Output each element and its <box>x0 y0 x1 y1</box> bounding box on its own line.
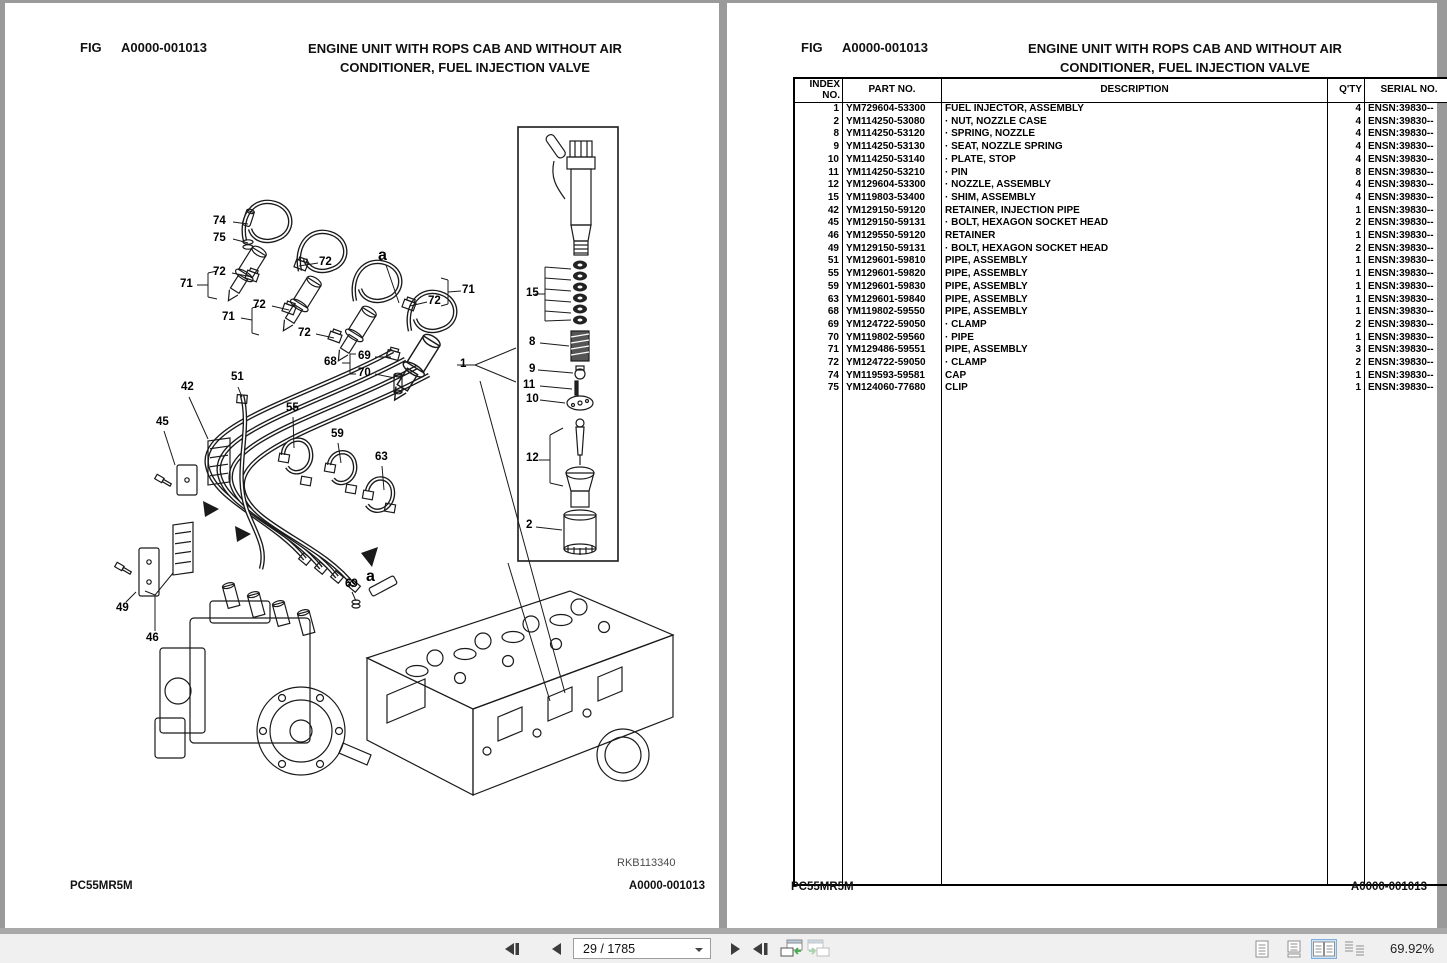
previous-view-button[interactable] <box>779 940 805 957</box>
table-row: 71 YM129486-59551 PIPE, ASSEMBLY 3 ENSN:39830-- <box>794 344 1447 357</box>
table-row: 15 YM119803-53400 · SHIM, ASSEMBLY 4 ENSN:39830-- <box>794 192 1447 205</box>
facing-pages-view-button[interactable] <box>1311 939 1337 959</box>
table-row: 74 YM119593-59581 CAP 1 ENSN:39830-- <box>794 370 1447 383</box>
fig-number: A0000-001013 <box>842 40 929 55</box>
col-header-qty: Q'TY <box>1328 78 1365 103</box>
previous-page-button[interactable] <box>546 940 568 957</box>
table-row: 69 YM124722-59050 · CLAMP 2 ENSN:39830-- <box>794 319 1447 332</box>
table-row: 10 YM114250-53140 · PLATE, STOP 4 ENSN:39830-- <box>794 154 1447 167</box>
chevron-down-icon <box>695 948 703 952</box>
fig-number: A0000-001013 <box>121 40 208 55</box>
callout-label: 63 <box>375 451 388 463</box>
retainers <box>115 438 230 596</box>
continuous-view-icon <box>1285 940 1303 958</box>
table-row: 42 YM129150-59120 RETAINER, INJECTION PIPE 1 ENSN:39830-- <box>794 205 1447 218</box>
table-row: 59 YM129601-59830 PIPE, ASSEMBLY 1 ENSN:39830-- <box>794 281 1447 294</box>
callout-label: 1 <box>460 358 467 370</box>
table-filler-row <box>794 395 1447 885</box>
parts-table-body <box>794 103 1447 886</box>
parts-diagram <box>5 3 719 928</box>
col-header-index: INDEX NO. <box>794 78 843 103</box>
next-view-icon <box>806 939 830 958</box>
callout-label: 59 <box>331 428 344 440</box>
single-page-view-button[interactable] <box>1250 939 1274 959</box>
callout-label: 12 <box>526 452 539 464</box>
callout-label: 15 <box>526 287 539 299</box>
callout-label: 49 <box>116 602 129 614</box>
next-view-button[interactable] <box>805 940 831 957</box>
callout-label: 69 <box>345 578 358 590</box>
continuous-facing-view-icon <box>1343 940 1367 958</box>
continuous-view-button[interactable] <box>1282 939 1306 959</box>
leader-lines <box>126 222 573 701</box>
col-header-serial: SERIAL NO. <box>1365 78 1447 103</box>
callout-label: 71 <box>222 311 235 323</box>
callout-label: 11 <box>523 379 536 391</box>
callout-label: 45 <box>156 416 169 428</box>
callout-label: 2 <box>526 519 533 531</box>
table-row: 45 YM129150-59131 · BOLT, HEXAGON SOCKET HEAD 2 ENSN:39830-- <box>794 217 1447 230</box>
callout-label: a <box>378 247 387 264</box>
callout-label: 72 <box>319 256 332 268</box>
col-header-description: DESCRIPTION <box>942 78 1328 103</box>
footer-model-left: PC55MR5M <box>70 880 133 892</box>
callout-label: 8 <box>529 336 536 348</box>
table-row: 9 YM114250-53130 · SEAT, NOZZLE SPRING 4 ENSN:39830-- <box>794 141 1447 154</box>
pipe-bundle <box>207 351 429 586</box>
callout-label: 46 <box>146 632 159 644</box>
table-row: 1 YM729604-53300 FUEL INJECTOR, ASSEMBLY 4 ENSN:39830-- <box>794 103 1447 116</box>
parts-table <box>793 77 1447 886</box>
callout-label: 74 <box>213 215 226 227</box>
injector-pipes <box>244 202 456 331</box>
zoom-level-label: 69.92% <box>1390 941 1435 956</box>
continuous-facing-view-button[interactable] <box>1342 939 1368 959</box>
injection-pump-drawing <box>155 582 371 775</box>
table-row: 51 YM129601-59810 PIPE, ASSEMBLY 1 ENSN:39830-- <box>794 255 1447 268</box>
table-row: 49 YM129150-59131 · BOLT, HEXAGON SOCKET HEAD 2 ENSN:39830-- <box>794 243 1447 256</box>
callout-label: 10 <box>526 393 539 405</box>
cylinder-head-drawing <box>367 591 673 795</box>
page-title: ENGINE UNIT WITH ROPS CAB AND WITHOUT AIR CONDITIONER, FUEL INJECTION VALVE <box>1028 41 1342 75</box>
callout-label: 72 <box>213 266 226 278</box>
page-left <box>5 3 719 928</box>
callout-label: 9 <box>529 363 536 375</box>
first-page-button[interactable] <box>501 940 523 957</box>
col-header-part: PART NO. <box>843 78 942 103</box>
last-page-button[interactable] <box>749 940 771 957</box>
footer-fig-right: A0000-001013 <box>1350 881 1427 893</box>
callout-label: 70 <box>358 367 371 379</box>
table-row: 68 YM119802-59550 PIPE, ASSEMBLY 1 ENSN:39830-- <box>794 306 1447 319</box>
callout-label: 72 <box>298 327 311 339</box>
callout-label: a <box>366 568 375 585</box>
drawing-reference: RKB113340 <box>617 857 676 869</box>
callout-label: 75 <box>213 232 226 244</box>
last-page-icon <box>751 942 770 956</box>
fig-label: FIG <box>801 40 823 55</box>
footer-fig-left: A0000-001013 <box>628 880 705 892</box>
next-page-button[interactable] <box>724 940 746 957</box>
single-page-view-icon <box>1253 940 1271 958</box>
table-row: 12 YM129604-53300 · NOZZLE, ASSEMBLY 4 ENSN:39830-- <box>794 179 1447 192</box>
footer-model-right: PC55MR5M <box>791 881 854 893</box>
callout-label: 72 <box>428 295 441 307</box>
table-row: 70 YM119802-59560 · PIPE 1 ENSN:39830-- <box>794 332 1447 345</box>
first-page-icon <box>503 942 522 956</box>
page-title: ENGINE UNIT WITH ROPS CAB AND WITHOUT AIR CONDITIONER, FUEL INJECTION VALVE <box>308 41 622 75</box>
callout-label: 51 <box>231 371 244 383</box>
table-row: 2 YM114250-53080 · NUT, NOZZLE CASE 4 ENSN:39830-- <box>794 116 1447 129</box>
callout-label: 71 <box>462 284 475 296</box>
previous-view-icon <box>780 939 804 958</box>
callout-label: 55 <box>286 402 299 414</box>
fig-label: FIG <box>80 40 102 55</box>
page-right <box>727 3 1437 928</box>
table-row: 11 YM114250-53210 · PIN 8 ENSN:39830-- <box>794 167 1447 180</box>
table-row: 75 YM124060-77680 CLIP 1 ENSN:39830-- <box>794 382 1447 395</box>
callout-label: 68 <box>324 356 337 368</box>
page-indicator: 29 / 1785 <box>583 942 636 956</box>
table-row: 55 YM129601-59820 PIPE, ASSEMBLY 1 ENSN:39830-- <box>794 268 1447 281</box>
table-row: 46 YM129550-59120 RETAINER 1 ENSN:39830-- <box>794 230 1447 243</box>
facing-pages-view-icon <box>1312 940 1336 958</box>
callout-label: 72 <box>253 299 266 311</box>
table-row: 63 YM129601-59840 PIPE, ASSEMBLY 1 ENSN:39830-- <box>794 294 1447 307</box>
next-page-icon <box>727 942 743 956</box>
callout-label: 42 <box>181 381 194 393</box>
previous-page-icon <box>549 942 565 956</box>
table-row: 8 YM114250-53120 · SPRING, NOZZLE 4 ENSN:39830-- <box>794 128 1447 141</box>
callout-label: 71 <box>180 278 193 290</box>
callout-label: 69 <box>358 350 371 362</box>
table-row: 72 YM124722-59050 · CLAMP 2 ENSN:39830-- <box>794 357 1447 370</box>
bottom-toolbar <box>0 934 1447 963</box>
page-number-combobox[interactable] <box>573 938 711 959</box>
